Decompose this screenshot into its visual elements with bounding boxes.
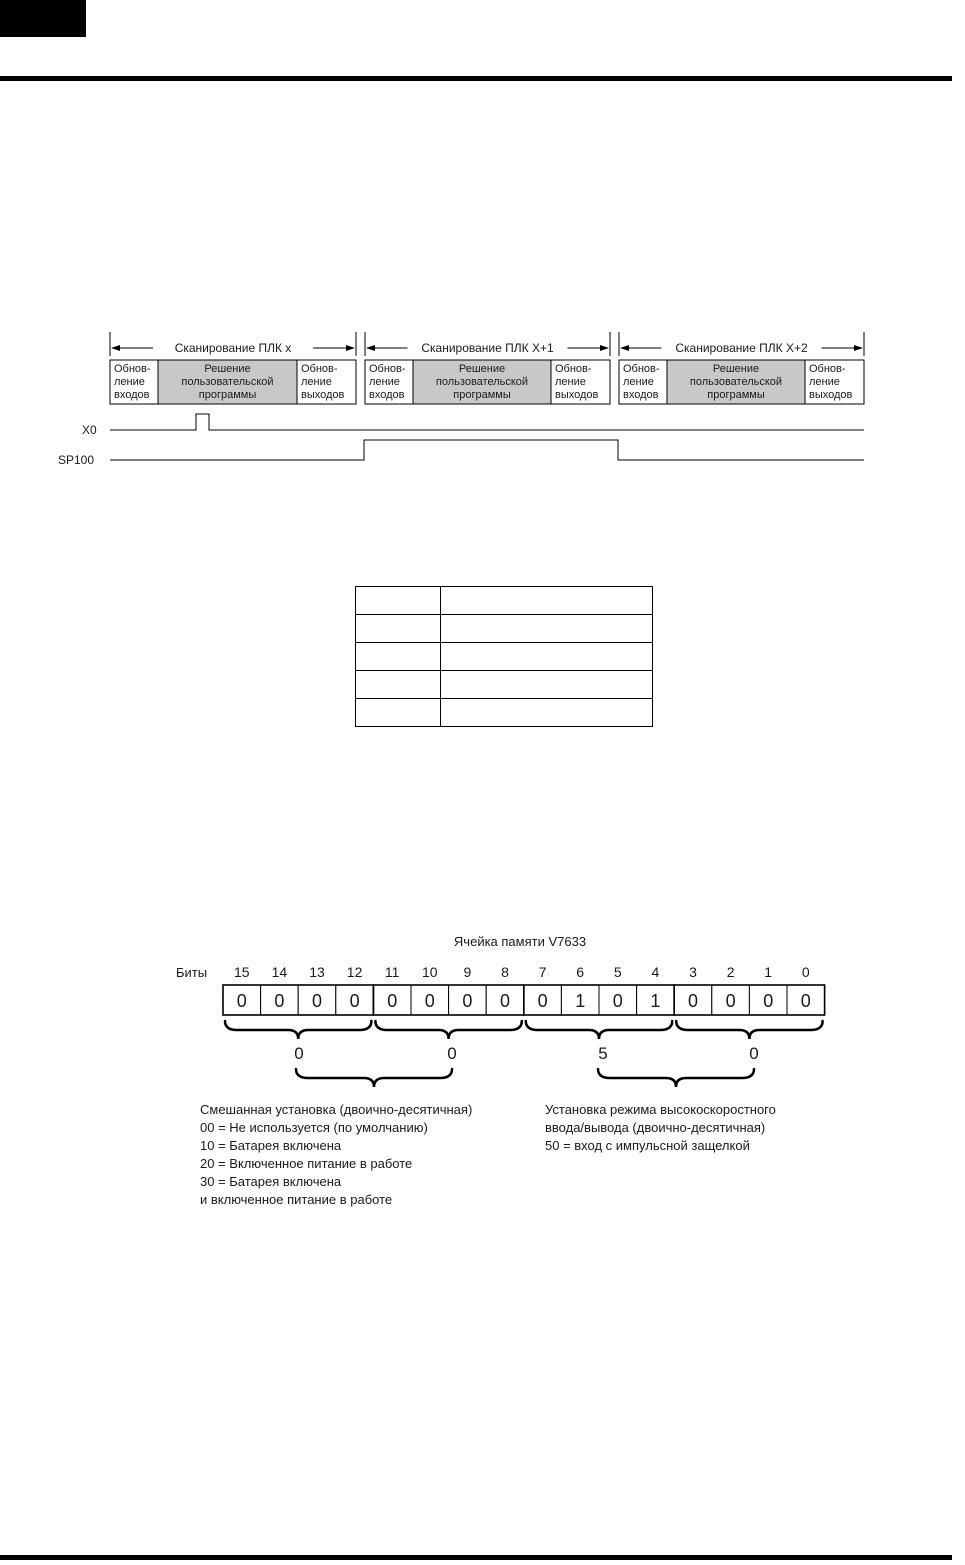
- bit-number: 1: [764, 964, 773, 980]
- bit-number: 8: [501, 964, 509, 980]
- table-cell: [441, 643, 653, 671]
- bit-number: 0: [801, 964, 810, 980]
- table-cell: [356, 643, 441, 671]
- bit-value: 0: [349, 991, 360, 1011]
- bit-value: 0: [800, 991, 811, 1011]
- nibble-brace: [375, 1021, 521, 1039]
- arrow-right-icon: [600, 345, 609, 351]
- bit-value: 0: [424, 991, 435, 1011]
- header-rule: [0, 76, 952, 81]
- misc-setting-desc: Смешанная установка (двоично-десятичная): [200, 1102, 473, 1117]
- table-row: [356, 587, 653, 615]
- program-solve-label: пользовательской: [181, 376, 274, 388]
- program-solve-label: программы: [453, 389, 511, 401]
- misc-setting-desc: 10 = Батарея включена: [200, 1138, 342, 1153]
- bit-number: 12: [346, 964, 363, 980]
- nibble-brace: [225, 1021, 371, 1039]
- input-update-label: Обнов-: [369, 363, 406, 375]
- bit-number: 15: [234, 964, 250, 980]
- misc-setting-desc: 20 = Включенное питание в работе: [200, 1156, 413, 1171]
- bit-number: 4: [651, 964, 660, 980]
- bit-number: 11: [384, 964, 400, 980]
- output-update-label: Обнов-: [555, 363, 592, 375]
- bit-number: 10: [422, 964, 438, 980]
- memory-cell-diagram: [0, 925, 965, 1225]
- output-update-label: выходов: [301, 389, 345, 401]
- table-cell: [441, 615, 653, 643]
- program-solve-label: пользовательской: [689, 376, 783, 388]
- program-solve-label: программы: [198, 389, 257, 401]
- input-update-label: ление: [114, 376, 145, 388]
- sp100-signal-trace: [110, 440, 864, 460]
- output-update-label: ление: [555, 376, 586, 388]
- arrow-right-icon: [854, 345, 863, 351]
- bit-number: 6: [576, 964, 585, 980]
- misc-setting-desc: и включенное питание в работе: [200, 1192, 393, 1207]
- input-update-label: ление: [369, 376, 400, 388]
- nibble-value: 0: [749, 1044, 759, 1063]
- header-block: [0, 0, 86, 37]
- table-row: [356, 615, 653, 643]
- bit-number: 9: [463, 964, 472, 980]
- arrow-left-icon: [111, 345, 120, 351]
- nibble-value: 0: [447, 1044, 457, 1063]
- bit-number: 14: [271, 964, 288, 980]
- nibble-brace: [526, 1021, 672, 1039]
- nibble-brace: [676, 1021, 822, 1039]
- bit-value: 0: [763, 991, 774, 1011]
- bit-value: 0: [687, 991, 699, 1011]
- signal-label-sp100: SP100: [58, 453, 95, 467]
- input-update-label: входов: [114, 389, 150, 401]
- program-solve-label: Решение: [712, 363, 760, 375]
- output-update-label: Обнов-: [301, 363, 338, 375]
- scan-title: Сканирование ПЛК x: [174, 341, 292, 355]
- hsio-setting-desc: Установка режима высокоскоростного: [545, 1102, 776, 1117]
- arrow-right-icon: [346, 345, 355, 351]
- hsio-setting-desc: 50 = вход с импульсной защелкой: [545, 1138, 750, 1153]
- scan-title: Сканирование ПЛК X+1: [421, 341, 554, 355]
- table-cell: [356, 699, 441, 727]
- empty-table: [355, 586, 653, 727]
- misc-setting-desc: 00 = Не используется (по умолчанию): [200, 1120, 428, 1135]
- table-cell: [441, 587, 653, 615]
- misc-setting-brace: [296, 1069, 452, 1087]
- bit-value: 0: [311, 991, 323, 1011]
- bit-value: 0: [537, 991, 548, 1011]
- table-cell: [356, 587, 441, 615]
- memory-title: Ячейка памяти V7633: [453, 934, 587, 949]
- bit-number: 2: [726, 964, 735, 980]
- input-update-label: входов: [623, 389, 659, 401]
- output-update-label: ление: [809, 376, 840, 388]
- arrow-left-icon: [620, 345, 629, 351]
- hsio-setting-brace: [598, 1069, 754, 1087]
- signal-label-x0: X0: [82, 423, 97, 437]
- program-solve-label: программы: [707, 389, 765, 401]
- input-update-label: входов: [369, 389, 405, 401]
- x0-signal-trace: [110, 414, 864, 430]
- scan-timing-diagram: [0, 330, 965, 470]
- output-update-label: выходов: [809, 389, 853, 401]
- output-update-label: ление: [301, 376, 332, 388]
- output-update-label: Обнов-: [809, 363, 846, 375]
- output-update-label: выходов: [555, 389, 599, 401]
- program-solve-label: пользовательской: [435, 376, 529, 388]
- bit-value: 0: [725, 991, 736, 1011]
- table-cell: [441, 699, 653, 727]
- nibble-value: 5: [598, 1044, 608, 1063]
- misc-setting-desc: 30 = Батарея включена: [200, 1174, 342, 1189]
- input-update-label: ление: [623, 376, 654, 388]
- scan-title: Сканирование ПЛК X+2: [675, 341, 808, 355]
- bit-value: 0: [612, 991, 623, 1011]
- bits-label: Биты: [176, 965, 208, 980]
- bit-value: 0: [387, 991, 398, 1011]
- bit-number: 5: [613, 964, 622, 980]
- table-cell: [356, 671, 441, 699]
- bit-number: 7: [538, 964, 547, 980]
- table-row: [356, 643, 653, 671]
- program-solve-label: Решение: [458, 363, 506, 375]
- bit-value: 1: [575, 991, 586, 1011]
- bit-number: 13: [309, 964, 325, 980]
- hsio-setting-desc: ввода/вывода (двоично-десятичная): [545, 1120, 766, 1135]
- footer-rule: [0, 1555, 952, 1560]
- table-row: [356, 699, 653, 727]
- bit-number: 3: [689, 964, 697, 980]
- input-update-label: Обнов-: [114, 363, 151, 375]
- bit-value: 1: [650, 991, 661, 1011]
- table-cell: [356, 615, 441, 643]
- program-solve-label: Решение: [204, 363, 251, 375]
- bit-value: 0: [236, 991, 247, 1011]
- table-cell: [441, 671, 653, 699]
- arrow-left-icon: [366, 345, 375, 351]
- input-update-label: Обнов-: [623, 363, 660, 375]
- bit-value: 0: [274, 991, 285, 1011]
- bit-value: 0: [462, 991, 473, 1011]
- table-row: [356, 671, 653, 699]
- nibble-value: 0: [294, 1044, 304, 1063]
- bit-value: 0: [499, 991, 511, 1011]
